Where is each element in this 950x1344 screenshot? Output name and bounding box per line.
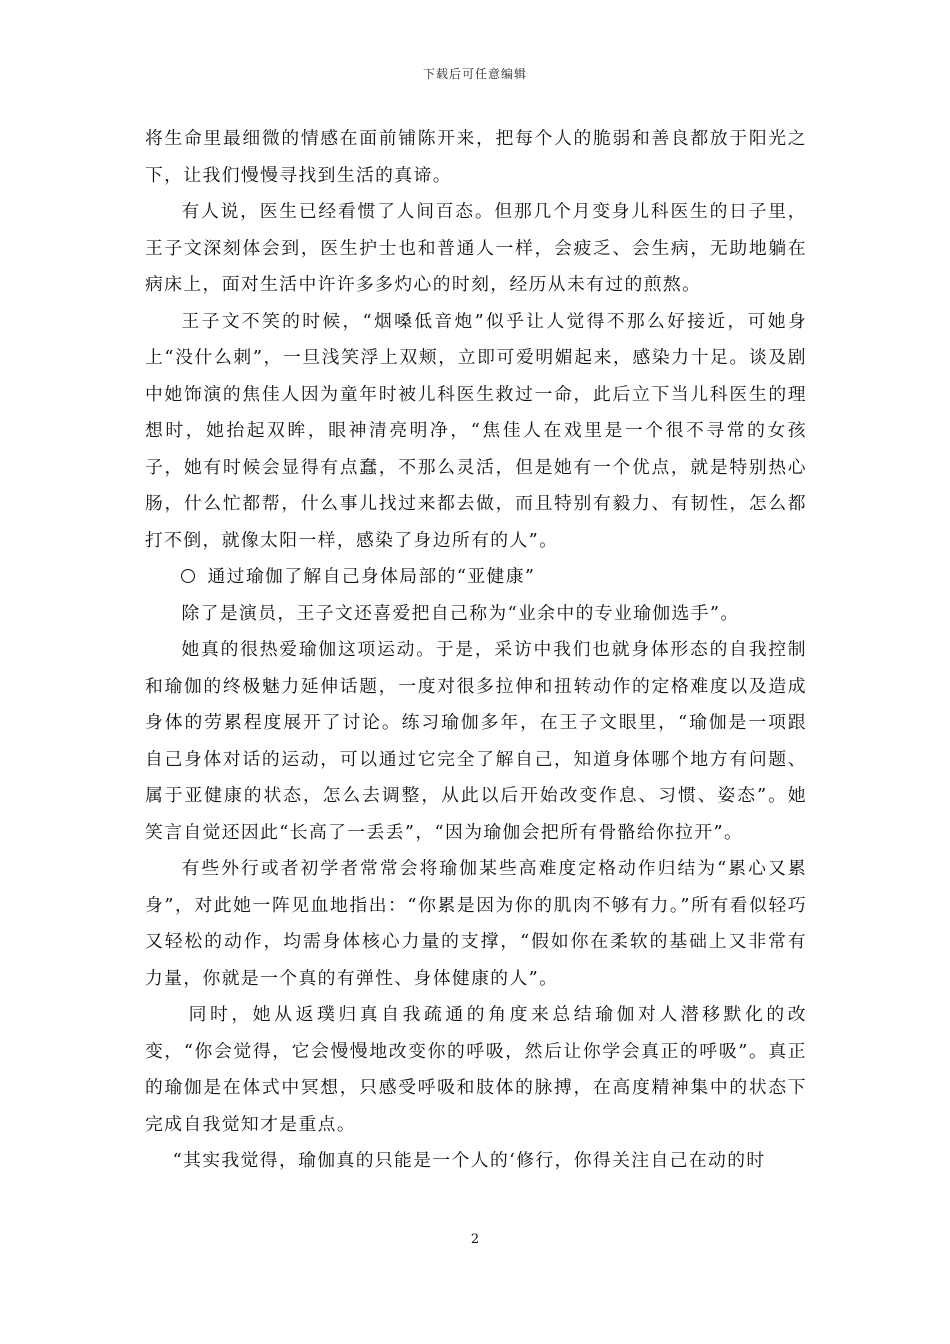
section-heading (145, 559, 807, 596)
paragraph-1: 将生命里最细微的情感在面前铺陈开来，把每个人的脆弱和善良都放于阳光之下，让我们慢慢寻找到生活的真谛。 (145, 128, 807, 186)
paragraph-8: “其实我觉得，瑜伽真的只能是一个人的‘修行，你得关注自己在动的时 (172, 1150, 766, 1171)
circle-bullet-icon (181, 569, 195, 583)
paragraph-2: 有人说，医生已经看惯了人间百态。但那几个月变身儿科医生的日子里，王子文深刻体会到，医生护士也和普通人一样，会疲乏、会生病，无助地躺在病床上，面对生活中许许多多灼心的时刻，经历从未有过的煎熬。 (145, 201, 807, 295)
page-number: 2 (470, 1232, 480, 1247)
paragraph-6: 有些外行或者初学者常常会将瑜伽某些高难度定格动作归结为“累心又累身”，对此她一阵见血地指出：“你累是因为你的肌肉不够有力。”所有看似轻巧又轻松的动作，均需身体核心力量的支撑，“假如你在柔软的基础上又非常有力量，你就是一个真的有弹性、身体健康的人”。 (145, 858, 807, 989)
document-body (145, 121, 807, 1180)
paragraph-7: 同时，她从返璞归真自我疏通的角度来总结瑜伽对人潜移默化的改变，“你会觉得，它会慢慢地改变你的呼吸，然后让你学会真正的呼吸”。真正的瑜伽是在体式中冥想，只感受呼吸和肢体的脉搏，在高度精神集中的状态下完成自我觉知才是重点。 (145, 1004, 807, 1135)
paragraph-4: 除了是演员，王子文还喜爱把自己称为“业余中的专业瑜伽选手”。 (181, 602, 740, 624)
paragraph-3: 王子文不笑的时候，“烟嗓低音炮”似乎让人觉得不那么好接近，可她身上“没什么刺”，一旦浅笑浮上双颊，立即可爱明媚起来，感染力十足。谈及剧中她饰演的焦佳人因为童年时被儿科医生救过一命，此后立下当儿科医生的理想时，她抬起双眸，眼神清亮明净，“焦佳人在戏里是一个很不寻常的女孩子，她有时候会显得有点蠢，不那么灵活，但是她有一个优点，就是特别热心肠，什么忙都帮，什么事儿找过来都去做，而且特别有毅力、有韧性，怎么都打不倒，就像太阳一样，感染了身边所有的人”。 (145, 310, 807, 551)
section-heading-text: 通过瑜伽了解自己身体局部的“亚健康” (207, 566, 536, 587)
paragraph-5: 她真的很热爱瑜伽这项运动。于是，采访中我们也就身体形态的自我控制和瑜伽的终极魅力延伸话题，一度对很多拉伸和扭转动作的定格难度以及造成身体的劳累程度展开了讨论。练习瑜伽多年，在王子文眼里，“瑜伽是一项跟自己身体对话的运动，可以通过它完全了解自己，知道身体哪个地方有问题、属于亚健康的状态，怎么去调整，从此以后开始改变作息、习惯、姿态”。她笑言自觉还因此“长高了一丢丢”，“因为瑜伽会把所有骨骼给你拉开”。 (145, 639, 807, 843)
page-header: 下载后可任意编辑 (422, 67, 527, 81)
